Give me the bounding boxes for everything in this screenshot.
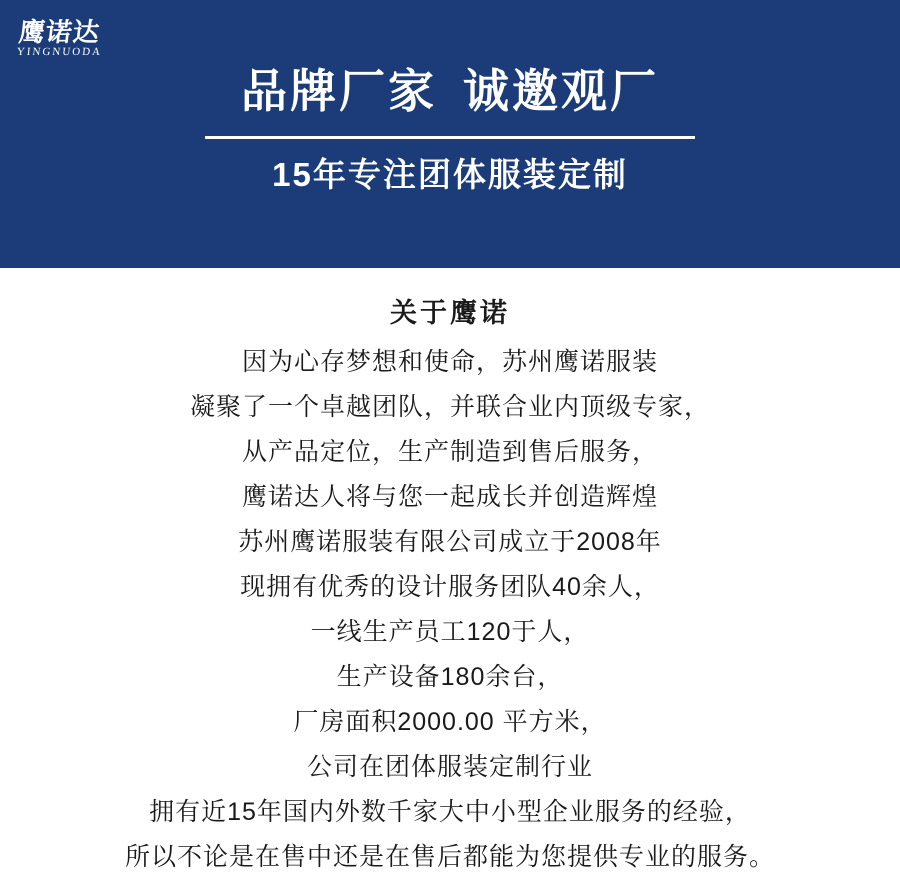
hero-title-right: 诚邀观厂 xyxy=(463,65,659,117)
about-line: 厂房面积2000.00 平方米， xyxy=(293,708,607,736)
hero-banner-content xyxy=(0,0,900,268)
brand-logo-subtext: YINGNUODA xyxy=(16,46,103,58)
hero-title xyxy=(241,62,659,120)
about-line: 凝聚了一个卓越团队，并联合业内顶级专家， xyxy=(189,393,710,421)
about-section xyxy=(0,268,900,880)
hero-subtitle: 15年专注团体服装定制 xyxy=(272,156,628,193)
about-line: 因为心存梦想和使命，苏州鹰诺服装 xyxy=(241,348,658,376)
about-heading: 关于鹰诺 xyxy=(390,298,510,328)
about-line: 现拥有优秀的设计服务团队40余人， xyxy=(240,573,660,601)
about-line: 公司在团体服装定制行业 xyxy=(306,753,593,781)
hero-divider xyxy=(205,136,695,139)
about-line: 生产设备180余台， xyxy=(336,663,564,691)
hero-banner xyxy=(0,0,900,268)
about-line: 苏州鹰诺服装有限公司成立于2008年 xyxy=(238,528,662,556)
about-line: 鹰诺达人将与您一起成长并创造辉煌 xyxy=(241,483,658,511)
about-line: 所以不论是在售中还是在售后都能为您提供专业的服务。 xyxy=(124,843,775,871)
about-line: 拥有近15年国内外数千家大中小型企业服务的经验， xyxy=(149,798,751,826)
about-body xyxy=(0,340,900,880)
brand-logo-text: 鹰诺达 xyxy=(17,18,102,47)
hero-title-left: 品牌厂家 xyxy=(241,65,437,117)
about-line: 从产品定位，生产制造到售后服务， xyxy=(241,438,658,466)
about-line: 一线生产员工120于人， xyxy=(310,618,590,646)
